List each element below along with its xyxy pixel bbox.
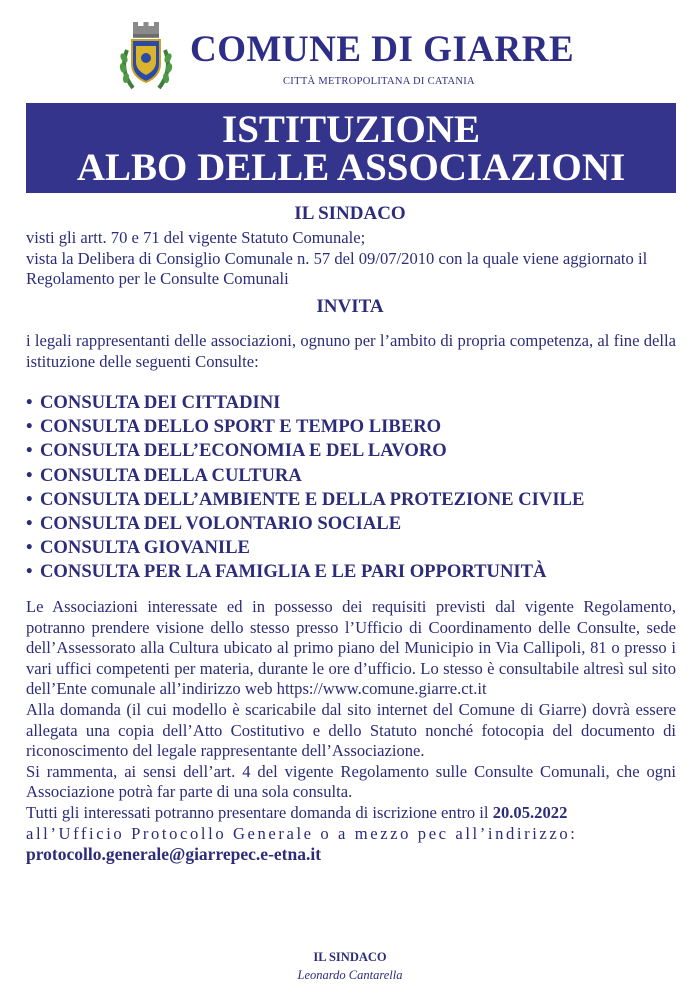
intro-text: [26, 228, 676, 290]
paragraph-protocol: all’Ufficio Protocollo Generale o a mezzo pec all’indirizzo:: [26, 823, 578, 843]
list-item: • CONSULTA DEI CITTADINI: [26, 391, 676, 415]
bullet-icon: •: [26, 416, 33, 438]
bullet-icon: •: [26, 392, 33, 413]
bullet-icon: •: [26, 513, 33, 535]
pec-email-link[interactable]: protocollo.generale@giarrepec.e-etna.it: [26, 844, 322, 865]
intro-line-2: vista la Delibera di Consiglio Comunale n. 57 del 09/07/2010 con la quale viene aggiornato il Regolamento per le Consulte Comunali: [26, 248, 648, 288]
paragraph-application: Alla domanda (il cui modello è scaricabile dal sito internet del Comune di Giarre) dovrà essere allegata una copia dell’Atto Costitutivo e dello Statuto nonché fotocopia del documento di riconoscimento del legale rappresentante dell’Associazione.: [26, 699, 676, 761]
deadline-date: 20.05.2022: [492, 802, 568, 822]
municipality-subtitle: CITTÀ METROPOLITANA DI CATANIA: [283, 76, 475, 87]
header: [0, 18, 700, 98]
paragraph-requirements: Le Associazioni interessate ed in possesso dei requisiti previsti dal vigente Regolamento, potranno prendere visione dello stesso presso l’Ufficio di Coordinamento delle Consulte, sede dell’Assessorato alla Cultura ubicato al primo piano del Municipio in Via Callipoli, 81 o presso i vari uffici competenti per materia, durante le ore d’ufficio. Lo stesso è consultabile altresì sul sito dell’Ente comunale all’indirizzo web https://www.comune.giarre.ct.it: [26, 597, 676, 699]
consulte-list: [26, 391, 676, 585]
signature-title: IL SINDACO: [313, 950, 387, 964]
closing-text: [26, 597, 676, 865]
coat-of-arms-icon: [117, 20, 175, 94]
invita-text: i legali rappresentanti delle associazioni, ognuno per l’ambito di propria competenza, al fine della istituzione delle seguenti Consulte:: [26, 331, 676, 371]
list-item: • CONSULTA DEL VOLONTARIO SOCIALE: [26, 512, 676, 536]
title-banner: [26, 103, 676, 193]
bullet-icon: •: [26, 440, 33, 462]
paragraph-reminder: Si rammenta, ai sensi dell’art. 4 del vigente Regolamento sulle Consulte Comunali, che ogni Associazione potrà far parte di una sola consulta.: [26, 761, 676, 802]
sindaco-heading: IL SINDACO: [294, 203, 406, 224]
municipality-title: COMUNE DI GIARRE: [190, 29, 575, 70]
list-item: • CONSULTA DELLA CULTURA: [26, 464, 676, 488]
bullet-icon: •: [26, 537, 33, 559]
list-item: • CONSULTA GIOVANILE: [26, 536, 676, 560]
paragraph-deadline: Tutti gli interessati potranno presentare domanda di iscrizione entro il 20.05.2022: [26, 802, 568, 822]
banner-line-2: ALBO DELLE ASSOCIAZIONI: [76, 146, 626, 189]
list-item: • CONSULTA PER LA FAMIGLIA E LE PARI OPPORTUNITÀ: [26, 560, 676, 584]
list-item: • CONSULTA DELL’ECONOMIA E DEL LAVORO: [26, 439, 676, 463]
invita-heading: INVITA: [316, 296, 384, 317]
list-item: • CONSULTA DELLO SPORT E TEMPO LIBERO: [26, 415, 676, 439]
list-item: • CONSULTA DELL’AMBIENTE E DELLA PROTEZIONE CIVILE: [26, 488, 676, 512]
intro-line-1: visti gli artt. 70 e 71 del vigente Statuto Comunale;: [26, 228, 366, 247]
banner-line-1: ISTITUZIONE: [222, 108, 480, 151]
bullet-icon: •: [26, 561, 33, 583]
bullet-icon: •: [26, 464, 33, 486]
bullet-icon: •: [26, 488, 33, 510]
signature-name: Leonardo Cantarella: [297, 968, 403, 982]
